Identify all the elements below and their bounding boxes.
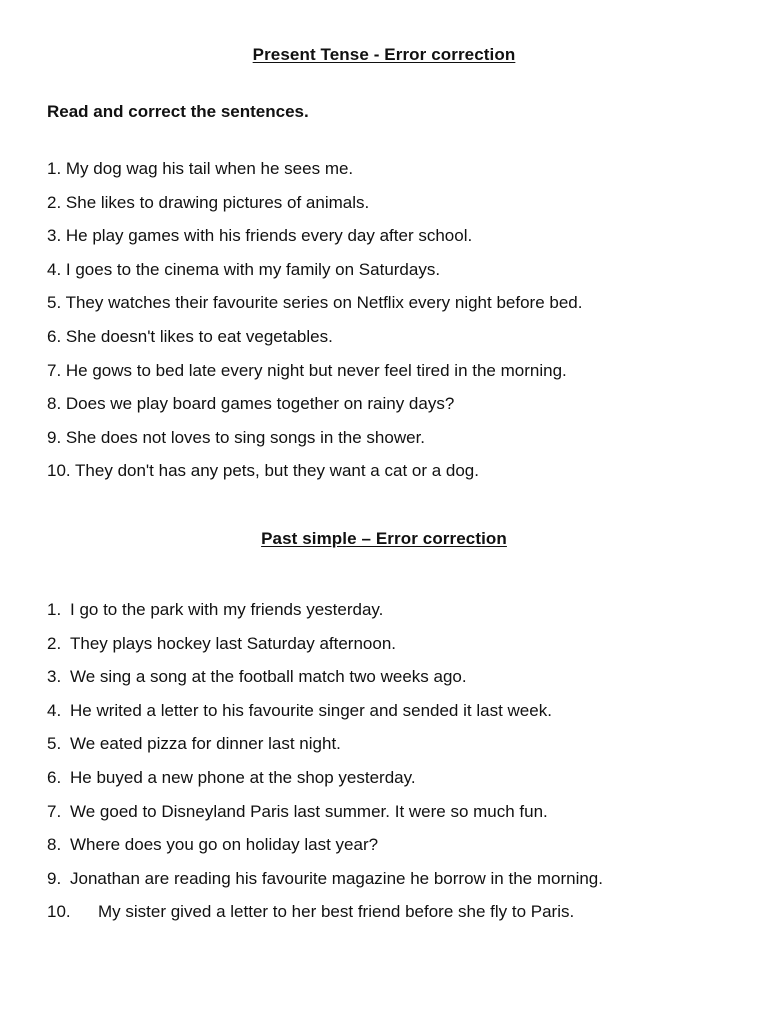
past-sentence-number: 6. xyxy=(47,767,62,787)
present-sentence: 3. He play games with his friends every day after school. xyxy=(47,226,473,246)
present-sentence: 1. My dog wag his tail when he sees me. xyxy=(47,159,354,178)
present-sentence: 2. She likes to drawing pictures of animals. xyxy=(47,192,370,212)
past-sentence xyxy=(47,599,603,633)
past-sentence-number: 3. xyxy=(47,667,62,687)
past-sentence-number: 2. xyxy=(47,633,62,653)
past-sentence-text: We sing a song at the football match two weeks ago. xyxy=(70,667,467,687)
present-sentence: 4. I goes to the cinema with my family on Saturdays. xyxy=(47,259,441,279)
past-sentence xyxy=(47,901,603,935)
present-sentence: 10. They don't has any pets, but they want a cat or a dog. xyxy=(47,461,479,481)
past-sentence-list xyxy=(47,599,603,935)
past-sentence-text: He buyed a new phone at the shop yesterday. xyxy=(70,767,416,787)
past-sentence-number: 9. xyxy=(47,868,62,888)
past-sentence xyxy=(47,700,603,734)
past-sentence-number: 8. xyxy=(47,835,62,855)
past-sentence xyxy=(47,801,603,835)
past-sentence-text: We eated pizza for dinner last night. xyxy=(70,734,341,754)
past-sentence-number: 10. xyxy=(47,902,71,922)
present-tense-title: Present Tense - Error correction xyxy=(252,45,516,64)
past-sentence-text: We goed to Disneyland Paris last summer. It were so much fun. xyxy=(70,801,548,821)
present-sentence: 5. They watches their favourite series on Netflix every night before bed. xyxy=(47,293,583,313)
present-sentence-list xyxy=(47,158,582,494)
past-sentence xyxy=(47,767,603,801)
present-sentence: 9. She does not loves to sing songs in the shower. xyxy=(47,427,426,447)
past-sentence-text: Where does you go on holiday last year? xyxy=(70,835,379,855)
present-sentence: 7. He gows to bed late every night but never feel tired in the morning. xyxy=(47,360,567,380)
past-sentence-number: 4. xyxy=(47,700,62,720)
instruction-text: Read and correct the sentences. xyxy=(47,102,309,121)
past-sentence-text: They plays hockey last Saturday afternoon. xyxy=(70,633,397,653)
past-sentence xyxy=(47,666,603,700)
past-sentence-number: 7. xyxy=(47,801,62,821)
present-sentence: 8. Does we play board games together on rainy days? xyxy=(47,394,455,414)
past-sentence-text: My sister gived a letter to her best friend before she fly to Paris. xyxy=(98,902,575,922)
past-sentence xyxy=(47,868,603,902)
past-sentence xyxy=(47,733,603,767)
present-sentence: 6. She doesn't likes to eat vegetables. xyxy=(47,326,333,346)
past-sentence-text: Jonathan are reading his favourite magazine he borrow in the morning. xyxy=(70,868,603,888)
past-simple-title: Past simple – Error correction xyxy=(261,529,507,548)
past-sentence-number: 1. xyxy=(47,600,62,619)
past-sentence xyxy=(47,633,603,667)
past-sentence-text: He writed a letter to his favourite singer and sended it last week. xyxy=(70,700,552,720)
past-sentence-text: I go to the park with my friends yesterday. xyxy=(70,600,384,619)
past-sentence xyxy=(47,834,603,868)
past-sentence-number: 5. xyxy=(47,734,62,754)
